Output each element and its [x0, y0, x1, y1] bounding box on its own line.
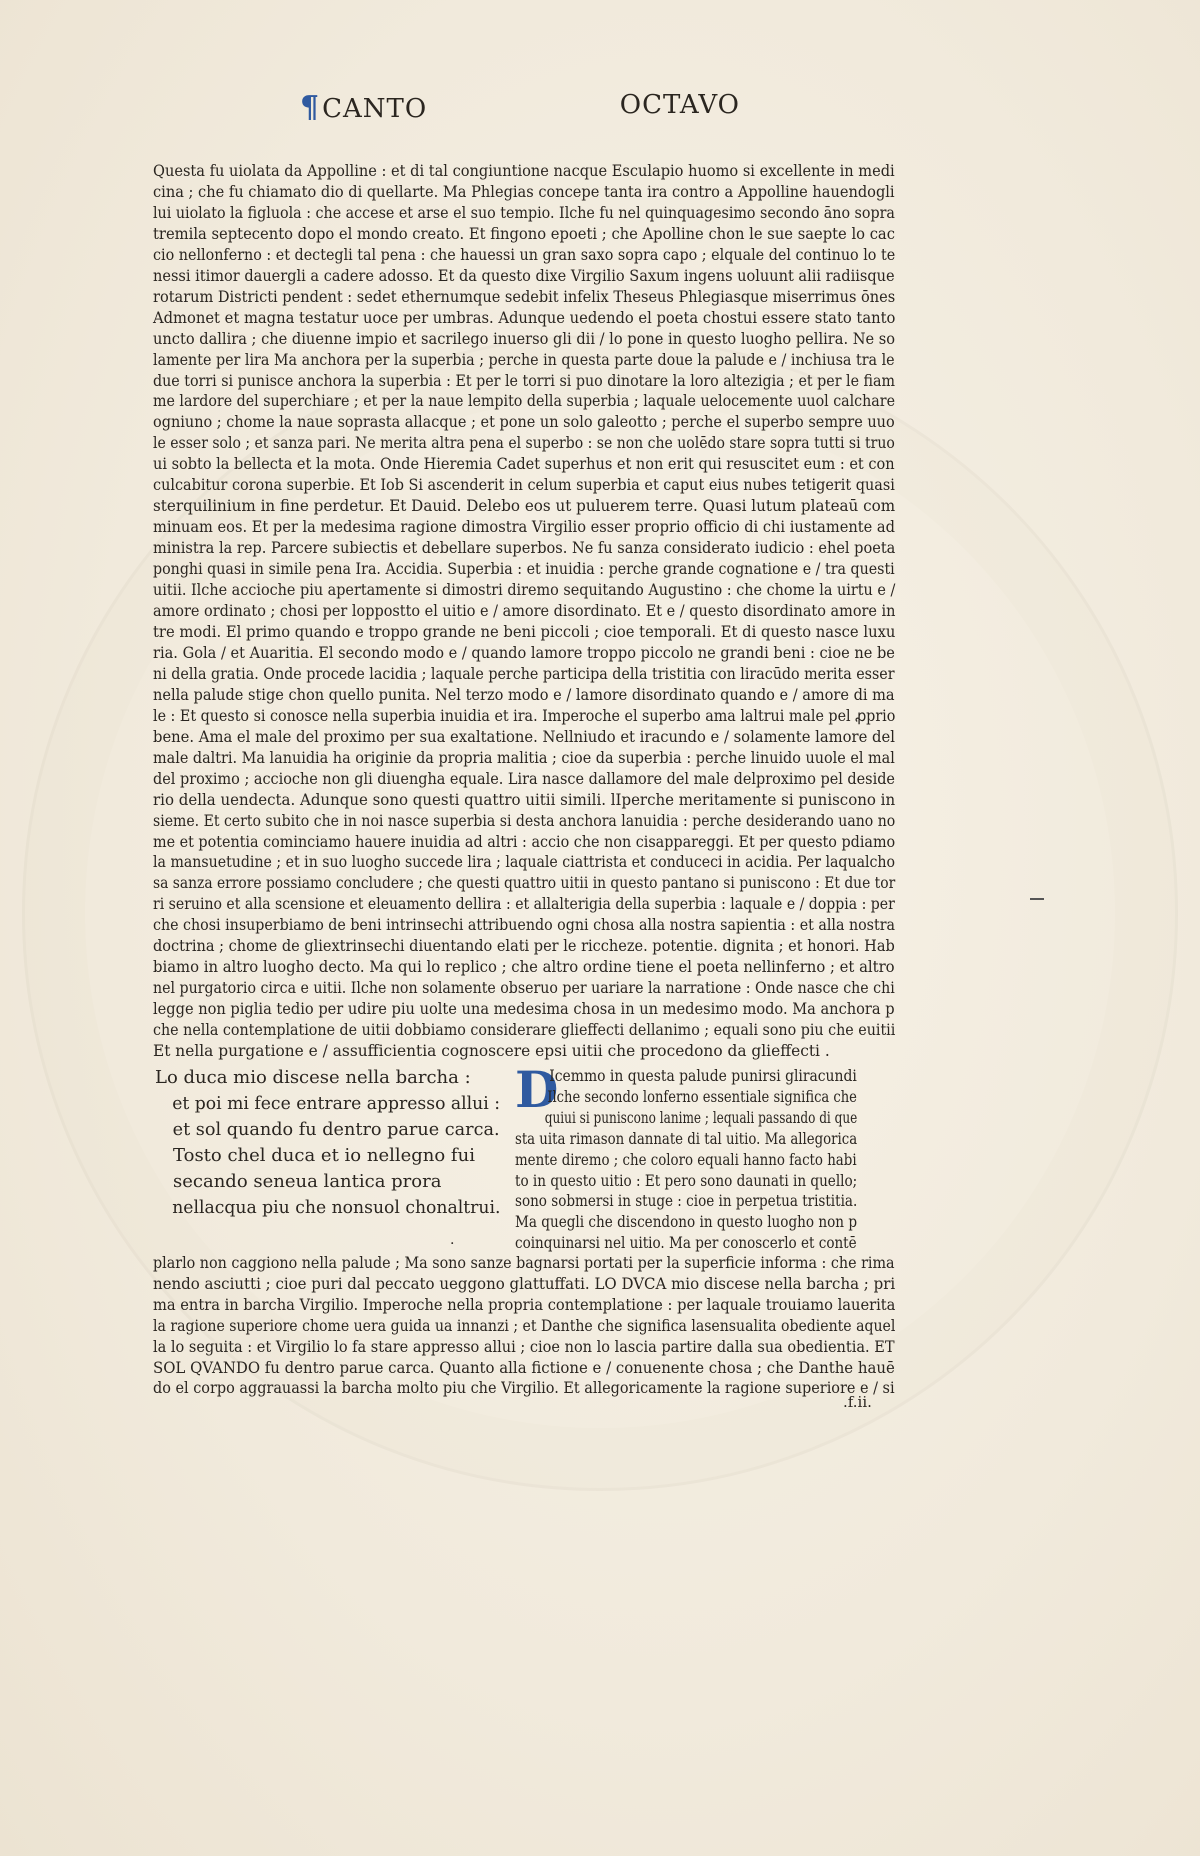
gloss-line: Icemmo in questa palude punirsi gliracundi — [549, 1067, 857, 1085]
commentary-line: minuam eos. Et per la medesima ragione dimostra Virgilio esser proprio officio di chi iustamente ad — [153, 518, 895, 537]
header-left — [300, 90, 427, 125]
commentary-line: le : Et questo si conosce nella superbia inuidia et ira. Imperoche el superbo ama laltrui male pel ꝓprio — [153, 706, 896, 725]
commentary-line: nessi itimor dauergli a cadere adosso. Et da questo dixe Virgilio Saxum ingens uoluunt alii radiisque — [153, 266, 895, 285]
commentary-line: sieme. Et certo subito che in noi nasce superbia si desta anchora lanuidia : perche desiderando uano no — [153, 811, 896, 830]
commentary-line: culcabitur corona superbie. Et Iob Si ascenderit in celum superbia et caput eius nubes tetigerit quasi — [153, 476, 895, 495]
continuation-line: nendo asciutti ; cioe puri dal peccato ueggono glattuffati. LO DVCA mio discese nella barcha ; pri — [153, 1274, 896, 1293]
commentary-line: che nella contemplatione de uitii dobbiamo considerare glieffecti dellanimo ; equali sono piu che euitii — [153, 1021, 896, 1040]
continuation-line: SOL QVANDO fu dentro parue carca. Quanto alla fictione e / conuenente chosa ; che Danthe hauē — [153, 1358, 895, 1377]
header-octavo: OCTAVO — [619, 90, 740, 120]
commentary-line: tre modi. El primo quando e troppo grande ne beni piccoli ; cioe temporali. Et di questo nasce luxu — [153, 622, 896, 641]
commentary-line: Questa fu uiolata da Appolline : et di tal congiuntione nacque Esculapio huomo si excellente in medi — [153, 162, 895, 180]
commentary-line: doctrina ; chome de gliextrinsechi diuentando elati per le riccheze. potentie. dignita ; et honori. Hab — [153, 937, 895, 956]
commentary-line: nel purgatorio circa e uitii. Ilche non solamente obseruo per uariare la narratione : Onde nasce che chi — [153, 979, 895, 998]
commentary-line: le esser solo ; et sanza pari. Ne merita altra pena el superbo : se non che uolēdo stare sopra tutti si truo — [153, 434, 895, 453]
commentary-line: rio della uendecta. Adunque sono questi quattro uitii simili. lIperche meritamente si puniscono in — [153, 790, 896, 809]
verse-line: secando seneua lantica prora — [173, 1171, 442, 1192]
signature-mark: .f.ii. — [843, 1393, 872, 1411]
verse-line: Lo duca mio discese nella barcha : — [155, 1067, 471, 1088]
commentary-line: amore ordinato ; chosi per loppostto el uitio e / amore disordinato. Et e / questo disordinato amore in — [153, 602, 896, 621]
commentary-line: bene. Ama el male del proximo per sua exaltatione. Nellniudo et iracundo e / solamente lamore del — [153, 727, 895, 746]
commentary-line: lamente per lira Ma anchora per la superbia ; perche in questa parte doue la palude e / inchiusa tra le — [153, 350, 895, 369]
commentary-line: me lardore del superchiare ; et per la naue lempito della superbia ; laquale uelocemente uuol calchare — [153, 392, 896, 411]
commentary-text — [153, 161, 895, 1062]
commentary-line: uitii. Ilche accioche piu apertamente si dimostri diremo sequitando Augustino : che chome la uirtu e / — [153, 581, 896, 600]
commentary-line: due torri si punisce anchora la superbia : Et per le torri si puo dinotare la loro altezigia ; et per le fiam — [153, 371, 896, 390]
page-header — [300, 90, 740, 130]
commentary-line: ministra la rep. Parcere subiectis et debellare superbos. Ne fu sanza considerato iudicio : ehel poeta — [153, 539, 896, 558]
header-canto: CANTO — [322, 94, 428, 124]
commentary-line: legge non piglia tedio per udire piu uolte una medesima chosa in un medesimo modo. Ma anchora p — [153, 1000, 895, 1019]
verse-line: Tosto chel duca et io nellegno fui — [173, 1145, 475, 1166]
commentary-line: uncto dallira ; che diuenne impio et sacrilego inuerso gli dii / lo pone in questo luogho pellira. Ne so — [153, 329, 896, 348]
commentary-line: biamo in altro luogho decto. Ma qui lo replico ; che altro ordine tiene el poeta nellinferno ; et altro — [153, 958, 895, 977]
gloss-line: coinquinarsi nel uitio. Ma per conoscerlo et contē — [515, 1234, 857, 1253]
commentary-line: sa sanza errore possiamo concludere ; che questi quattro uitii in questo pantano si puniscono : Et due tor — [153, 874, 896, 893]
gloss-line: Ma quegli che discendono in questo luogho non p — [515, 1213, 858, 1232]
commentary-line: male daltri. Ma lanuidia ha originie da propria malitia ; cioe da superbia : perche linuido uuole el mal — [153, 748, 895, 767]
commentary-line: rotarum Districti pendent : sedet ethernumque sedebit infelix Theseus Phlegiasque miserrimus ōnes — [153, 287, 896, 306]
commentary-line: ria. Gola / et Auaritia. El secondo modo e / quando lamore troppo piccolo ne grandi beni : cioe ne be — [153, 643, 895, 662]
commentary-line: Et nella purgatione e / assufficientia cognoscere epsi uitii che procedono da glieffecti . — [153, 1042, 830, 1061]
gloss-lines — [515, 1060, 895, 1254]
gloss-line: Ilche secondo lonferno essentiale significa che — [547, 1087, 857, 1106]
gloss-line: sono sobmersi in stuge : cioe in perpetua tristitia. — [515, 1192, 858, 1211]
commentary-line: nella palude stige chon quello punita. Nel terzo modo e / lamore disordinato quando e / amore di ma — [153, 685, 895, 704]
continuation-line: la ragione superiore chome uera guida ua innanzi ; et Danthe che significa lasensualita obediente aquel — [153, 1316, 896, 1335]
continuation-line: plarlo non caggiono nella palude ; Ma sono sanze bagnarsi portati per la superficie informa : che rima — [153, 1254, 895, 1272]
commentary-line: me et potentia cominciamo hauere inuidia ad altri : accio che non cisappareggi. Et per questo pdiamo — [153, 832, 896, 851]
commentary-line: tremila septecento dopo el mondo creato. Et fingono epoeti ; che Apolline chon le sue saepte lo cac — [153, 224, 895, 243]
drop-capital: D — [515, 1060, 559, 1119]
commentary-line: cio nellonferno : et dectegli tal pena : che hauessi un gran saxo sopra capo ; elquale del continuo lo te — [153, 245, 896, 264]
commentary-line: ui sobto la bellecta et la mota. Onde Hieremia Cadet superhus et non erit qui resuscitet eum : et con — [153, 455, 895, 474]
margin-mark — [1030, 898, 1044, 900]
commentary-line: Admonet et magna testatur uoce per umbras. Adunque uedendo el poeta chostui essere stato tanto — [153, 308, 896, 327]
gloss-line: sta uita rimason dannate di tal uitio. Ma allegorica — [515, 1129, 858, 1148]
pilcrow-icon: ¶ — [300, 90, 321, 125]
gloss-line: to in questo uitio : Et pero sono daunati in quello; — [515, 1171, 858, 1190]
continuation-line: do el corpo aggrauassi la barcha molto piu che Virgilio. Et allegoricamente la ragione superiore e / si — [153, 1379, 895, 1398]
continuation-line: la lo seguita : et Virgilio lo fa stare appresso allui ; cioe non lo lascia partire dalla sua obedientia. ET — [153, 1337, 895, 1356]
commentary-line: la mansuetudine ; et in suo luogho succede lira ; laquale ciattrista et conduceci in acidia. Per laqualcho — [153, 853, 896, 872]
commentary-line: cina ; che fu chiamato dio di quellarte. Ma Phlegias concepe tanta ira contro a Appolline hauendogli — [153, 182, 895, 201]
gloss-text — [515, 1060, 895, 1254]
continuation-line: ma entra in barcha Virgilio. Imperoche nella propria contemplatione : per laquale trouiamo lauerita — [153, 1295, 896, 1314]
commentary-line: ponghi quasi in simile pena Ira. Accidia. Superbia : et inuidia : perche grande cognatione e / tra questi — [153, 560, 895, 579]
verse-line: et poi mi fece entrare appresso allui : — [172, 1093, 501, 1114]
continuation-text — [153, 1253, 895, 1399]
commentary-line: del proximo ; accioche non gli diuengha equale. Lira nasce dallamore del male delproximo pel deside — [153, 769, 895, 788]
gloss-line: mente diremo ; che coloro equali hanno facto habi — [515, 1150, 857, 1169]
commentary-line: ri seruino et alla scensione et eleuamento dellira : et allalterigia della superbia : laquale e / doppia : per — [153, 895, 895, 914]
gloss-line: quiui si puniscono lanime ; lequali passando di que — [544, 1108, 858, 1127]
commentary-line: sterquilinium in fine perdetur. Et Dauid. Delebo eos ut puluerem terre. Quasi lutum plateaū com — [153, 497, 896, 516]
commentary-line: ni della gratia. Onde procede lacidia ; laquale perche participa della tristitia con liracūdo merita esser — [153, 664, 895, 683]
verse-line: nellacqua piu che nonsuol chonaltrui. — [172, 1197, 501, 1218]
commentary-line: ogniuno ; chome la naue soprasta allacque ; et pone un solo galeotto ; perche el superbo sempre uuo — [153, 413, 895, 432]
commentary-line: lui uiolato la figluola : che accese et arse el suo tempio. Ilche fu nel quinquagesimo secondo āno sopra — [153, 203, 895, 222]
commentary-line: che chosi insuperbiamo de beni intrinsechi attribuendo ogni chosa alla nostra sapientia : et alla nostra — [153, 916, 895, 935]
verse-tercets — [155, 1065, 505, 1221]
verse-line: et sol quando fu dentro parue carca. — [172, 1119, 500, 1140]
verse-dot: . — [450, 1232, 455, 1248]
